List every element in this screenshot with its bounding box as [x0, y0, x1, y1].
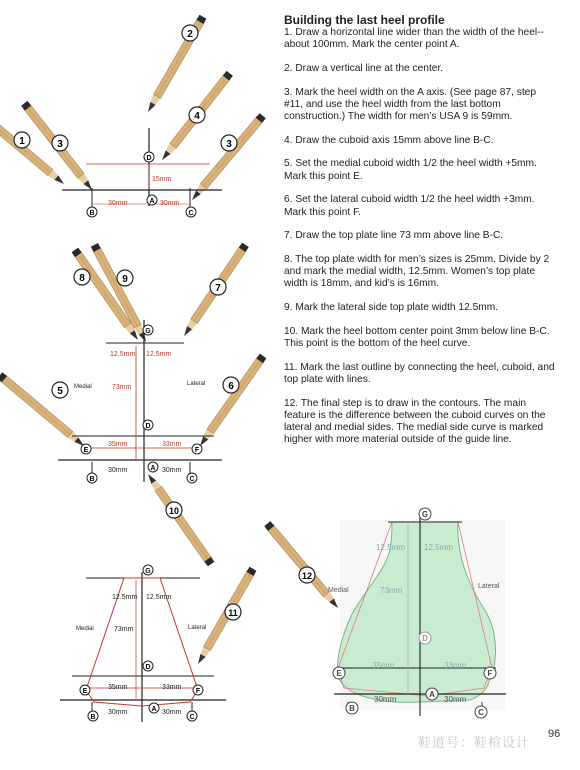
heading: Building the last heel profile — [284, 13, 445, 27]
dim-15mm: 15mm — [152, 176, 172, 183]
point-b — [88, 711, 98, 721]
dim-30mm-left: 30mm — [108, 200, 128, 207]
svg-text:C: C — [478, 708, 484, 717]
diagram-4 — [264, 508, 506, 718]
instructions-column — [284, 14, 556, 458]
dim-30mm-right: 30mm — [444, 695, 467, 704]
svg-text:2: 2 — [187, 29, 193, 40]
dim-73mm: 73mm — [112, 384, 132, 391]
step-badge-8 — [74, 269, 90, 285]
point-b — [87, 473, 97, 483]
svg-text:E: E — [82, 688, 88, 695]
svg-text:12: 12 — [301, 571, 313, 581]
dim-30mm-left: 30mm — [108, 709, 128, 716]
step-badge-2 — [182, 25, 198, 41]
step-badge-12 — [299, 567, 315, 583]
svg-text:G: G — [421, 510, 429, 519]
point-d — [143, 661, 153, 671]
svg-text:3: 3 — [57, 139, 63, 150]
point-d — [143, 420, 153, 430]
pencil-icon — [264, 521, 341, 610]
step-9: 9. Mark the lateral side top plate width 12.5mm. — [284, 302, 499, 314]
svg-text:1: 1 — [19, 136, 25, 147]
dim-12-5mm-left: 12.5mm — [110, 351, 136, 358]
point-g — [143, 565, 153, 575]
dim-73mm: 73mm — [114, 626, 134, 633]
step-8: 8. The top plate width for men’s sizes is 25mm. Divide by 2 and mark the medial width, 12.5mm. Women’s top plate width is 18mm, and kid’s is 16mm. — [284, 253, 550, 290]
point-a — [148, 462, 158, 472]
step-11: 11. Mark the last outline by connecting the heel, cuboid, and top plate with lines. — [284, 361, 555, 385]
svg-text:A: A — [149, 198, 155, 205]
medial-label: Medial — [74, 384, 92, 390]
point-g — [143, 325, 153, 335]
point-d — [144, 152, 154, 162]
lateral-label: Lateral — [188, 625, 207, 631]
svg-text:A: A — [429, 690, 435, 699]
svg-text:B: B — [349, 704, 355, 713]
dim-30mm-right: 30mm — [160, 200, 180, 207]
dim-12-5mm-left: 12.5mm — [376, 543, 405, 552]
diagram-1 — [0, 15, 266, 217]
svg-text:A: A — [150, 465, 156, 472]
step-4: 4. Draw the cuboid axis 15mm above line B-C. — [284, 134, 494, 146]
step-1: 1. Draw a horizontal line wider than the width of the heel--about 100mm. Mark the center point A. — [284, 27, 544, 51]
svg-text:11: 11 — [228, 608, 238, 618]
lateral-label: Lateral — [187, 381, 206, 387]
step-10: 10. Mark the heel bottom center point 3mm below line B-C. This point is the bottom of the heel curve. — [284, 325, 550, 349]
pencil-icon — [91, 243, 150, 344]
svg-text:F: F — [194, 447, 200, 454]
svg-text:C: C — [189, 714, 195, 721]
svg-text:D: D — [145, 423, 151, 430]
svg-text:A: A — [151, 706, 157, 713]
dim-33mm: 33mm — [162, 441, 182, 448]
svg-text:B: B — [89, 210, 95, 217]
pencil-icon — [195, 567, 257, 666]
svg-text:9: 9 — [122, 274, 128, 285]
watermark: 鞋道号：鞋楦设计 — [418, 735, 531, 750]
pencil-icon — [197, 354, 267, 449]
point-d — [419, 632, 431, 644]
svg-text:C: C — [188, 210, 194, 217]
svg-text:3: 3 — [226, 139, 232, 150]
svg-text:C: C — [189, 476, 195, 483]
dim-33mm: 33mm — [444, 661, 467, 670]
svg-text:6: 6 — [228, 381, 234, 392]
dim-30mm-left: 30mm — [108, 467, 128, 474]
svg-text:G: G — [145, 328, 151, 335]
dim-12-5mm-right: 12.5mm — [424, 543, 453, 552]
dim-33mm: 33mm — [162, 684, 182, 691]
svg-text:10: 10 — [168, 506, 180, 516]
dim-12-5mm-left: 12.5mm — [112, 594, 138, 601]
point-c — [186, 207, 196, 217]
medial-label: Medial — [76, 626, 94, 632]
dim-12-5mm-right: 12.5mm — [146, 351, 172, 358]
step-badge-11 — [225, 604, 241, 620]
step-badge-7 — [210, 279, 226, 295]
dim-73mm: 73mm — [380, 586, 403, 595]
dim-12-5mm-right: 12.5mm — [146, 594, 172, 601]
dim-30mm-left: 30mm — [374, 695, 397, 704]
point-a — [426, 688, 438, 700]
point-c — [187, 473, 197, 483]
step-2: 2. Draw a vertical line at the center. — [284, 62, 444, 74]
point-b — [87, 207, 97, 217]
medial-label: Medial — [328, 587, 349, 594]
step-badge-3-right — [221, 135, 237, 151]
svg-text:B: B — [90, 714, 96, 721]
step-7: 7. Draw the top plate line 73 mm above line B-C. — [284, 230, 504, 242]
diagram-3 — [60, 565, 256, 722]
dim-30mm-right: 30mm — [162, 709, 182, 716]
dim-35mm: 35mm — [108, 441, 128, 448]
dim-35mm: 35mm — [372, 661, 395, 670]
point-e — [81, 444, 91, 454]
step-badge-10 — [166, 502, 182, 518]
point-b — [346, 702, 358, 714]
svg-text:D: D — [422, 634, 428, 643]
svg-text:5: 5 — [57, 386, 63, 397]
svg-text:D: D — [146, 155, 152, 162]
svg-text:E: E — [83, 447, 89, 454]
pencil-icon — [145, 472, 215, 567]
step-badge-1 — [14, 132, 30, 148]
point-a — [147, 195, 157, 205]
svg-text:8: 8 — [79, 273, 85, 284]
step-badge-4 — [189, 107, 205, 123]
point-a — [149, 703, 159, 713]
point-f — [193, 685, 203, 695]
svg-text:7: 7 — [215, 283, 221, 294]
diagram-2 — [0, 243, 266, 567]
svg-text:E: E — [336, 669, 342, 678]
step-badge-6 — [223, 377, 239, 393]
step-badge-9 — [117, 270, 133, 286]
dim-35mm: 35mm — [108, 684, 128, 691]
point-e — [80, 685, 90, 695]
lateral-label: Lateral — [478, 583, 500, 590]
step-6: 6. Set the lateral cuboid width 1/2 the heel width +3mm. Mark this point F. — [284, 194, 535, 218]
step-badge-3-left — [52, 135, 68, 151]
step-3: 3. Mark the heel width on the A axis. (See page 87, step #11, and use the heel width from the last bottom construction.) The width for men’s USA 9 is 59mm. — [284, 86, 537, 123]
svg-text:F: F — [195, 688, 201, 695]
dim-30mm-right: 30mm — [162, 467, 182, 474]
step-badge-5 — [52, 382, 68, 398]
point-c — [187, 711, 197, 721]
point-c — [475, 706, 487, 718]
svg-text:F: F — [487, 669, 493, 678]
point-e — [333, 667, 345, 679]
svg-text:G: G — [145, 568, 151, 575]
point-g — [419, 508, 431, 520]
svg-text:D: D — [145, 664, 151, 671]
page-number: 96 — [548, 728, 561, 740]
svg-text:B: B — [89, 476, 95, 483]
step-12: 12. The final step is to draw in the contours. The main feature is the difference between the cuboid curves on the lateral and medial sides. The medial side curve is marked higher with more material outside of the guide line. — [284, 397, 546, 446]
point-f — [192, 444, 202, 454]
step-5: 5. Set the medial cuboid width 1/2 the heel width +5mm. Mark this point E. — [284, 158, 537, 182]
pencil-icon — [189, 113, 266, 202]
point-f — [484, 667, 496, 679]
svg-text:4: 4 — [194, 111, 200, 122]
